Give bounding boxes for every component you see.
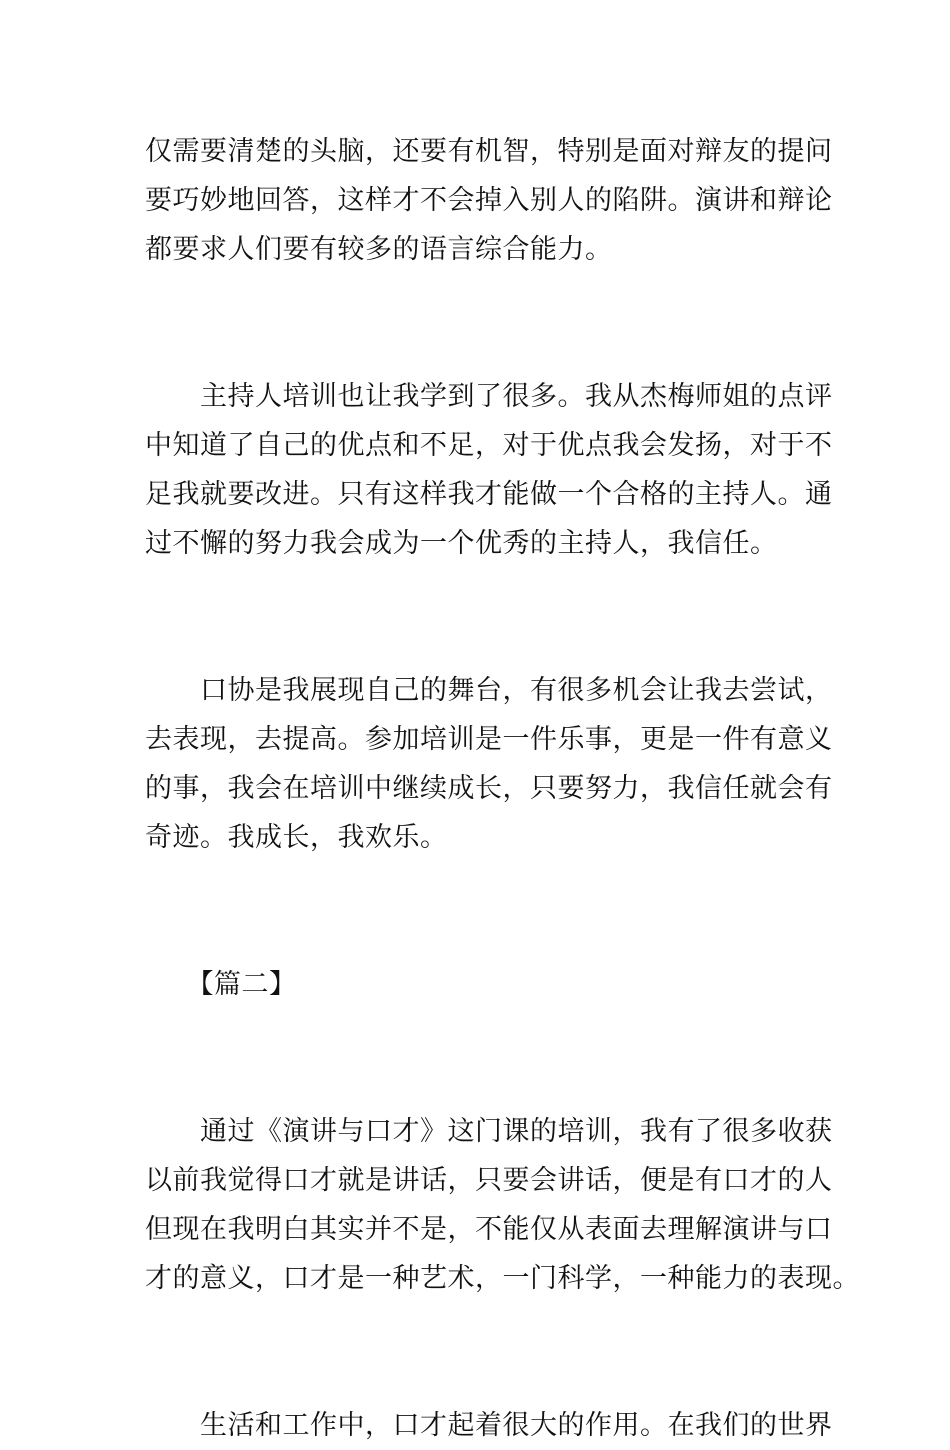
text-line: 过不懈的努力我会成为一个优秀的主持人，我信任。 [145,528,778,559]
paragraph-gap [145,1352,810,1401]
document-body [145,127,860,1450]
paragraph-gap [145,862,810,911]
text-line: 才的意义，口才是一种艺术，一门科学，一种能力的表现。 [145,1263,860,1294]
text-line: 以前我觉得口才就是讲话，只要会讲话，便是有口才的人 [145,1165,833,1196]
section-title: 【篇二】 [145,969,297,1000]
text-line: 都要求人们要有较多的语言综合能力。 [145,234,613,265]
paragraph-2 [145,372,833,568]
text-line: 中知道了自己的优点和不足，对于优点我会发扬，对于不 [145,430,833,461]
text-line: 通过《演讲与口才》这门课的培训，我有了很多收获 [145,1116,833,1147]
paragraph-3 [145,666,833,862]
paragraph-gap [145,1009,810,1058]
paragraph-gap [145,617,810,666]
text-line: 足我就要改进。只有这样我才能做一个合格的主持人。通 [145,479,833,510]
paragraph-gap [145,568,810,617]
paragraph-gap [145,911,810,960]
text-line: 奇迹。我成长，我欢乐。 [145,822,448,853]
text-line: 口协是我展现自己的舞台，有很多机会让我去尝试， [145,675,833,706]
text-line: 去表现，去提高。参加培训是一件乐事，更是一件有意义 [145,724,833,755]
text-line: 生活和工作中，口才起着很大的作用。在我们的世界 [145,1410,833,1441]
text-line: 要巧妙地回答，这样才不会掉入别人的陷阱。演讲和辩论 [145,185,833,216]
section-heading [145,960,810,1009]
paragraph-gap [145,274,810,323]
paragraph-1 [145,127,833,274]
text-line: 的事，我会在培训中继续成长，只要努力，我信任就会有 [145,773,833,804]
text-line: 但现在我明白其实并不是，不能仅从表面去理解演讲与口 [145,1214,833,1245]
paragraph-gap [145,1058,810,1107]
text-line: 主持人培训也让我学到了很多。我从杰梅师姐的点评 [145,381,833,412]
text-line: 仅需要清楚的头脑，还要有机智，特别是面对辩友的提问 [145,136,833,167]
paragraph-4 [145,1107,860,1303]
paragraph-gap [145,323,810,372]
paragraph-gap [145,1303,810,1352]
paragraph-5 [145,1401,833,1450]
